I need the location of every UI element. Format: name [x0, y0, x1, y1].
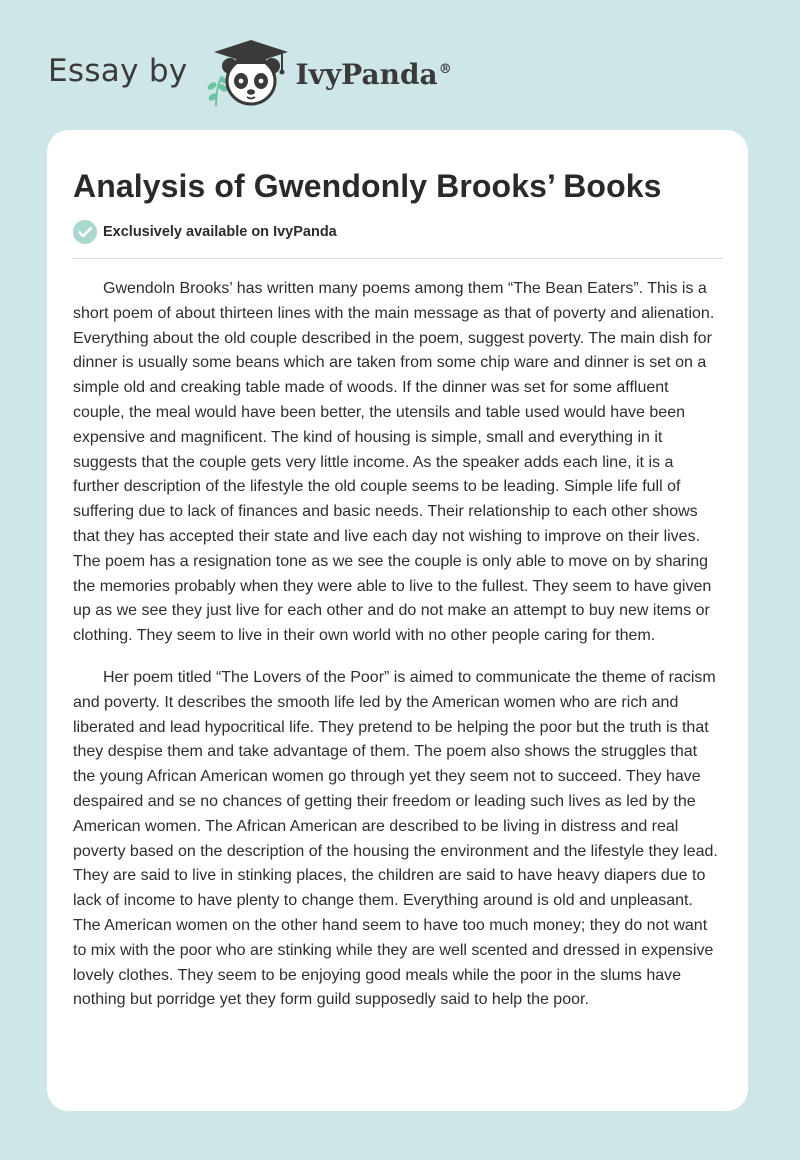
divider	[73, 258, 722, 259]
exclusive-badge-text: Exclusively available on IvyPanda	[103, 224, 337, 240]
essay-card	[47, 130, 748, 1111]
check-circle-icon	[73, 220, 97, 244]
brand-name: IvyPanda®	[295, 57, 452, 91]
brand-header[interactable]	[48, 36, 452, 110]
page-title: Analysis of Gwendonly Brooks’ Books	[73, 168, 662, 204]
exclusive-badge	[73, 220, 722, 244]
essay-paragraph: Gwendoln Brooks’ has written many poems among them “The Bean Eaters”. This is a short poem of about thirteen lines with the main message as that of poverty and alienation. Everything about the old couple described in the poem, suggest poverty. The main dish for dinner is usually some beans which are taken from some chip ware and dinner is set on a simple old and creaking table made of woods. If the dinner was set for some affluent couple, the meal would have been better, the utensils and table used would have been expensive and magnificent. The kind of housing is simple, small and everything in it suggests that the couple gets very little income. As the speaker adds each line, it is a further description of the lifestyle the old couple seems to be leading. Simple life full of suffering due to lack of finances and basic needs. Their relationship to each other shows that they has accepted their state and live each day not wishing to improve on their lives. The poem has a resignation tone as we see the couple is only able to move on by sharing the memories probably when they were able to live to the fullest. They seem to have given up as we see they just live for each other and do not make an attempt to buy new items or clothing. They seem to live in their own world with no other people caring for them.	[73, 280, 715, 645]
essay-paragraph: Her poem titled “The Lovers of the Poor” is aimed to communicate the theme of racism and poverty. It describes the smooth life led by the American women who are rich and liberated and lead hypocritical life. They pretend to be helping the poor but the truth is that they despise them and take advantage of them. The poem also shows the struggles that the young African American women go through yet they seem not to succeed. They have despaired and se no chances of getting their freedom or leading such lives as led by the American women. The African American are described to be living in distress and real poverty based on the description of the housing the environment and the lifestyle they lead. They are said to live in stinking places, the children are said to have heavy diapers due to lack of income to have plenty to change them. Everything around is old and unpleasant. The American women on the other hand seem to have too much money; they do not want to mix with the poor who are stinking while they are well scented and dressed in expensive lovely clothes. They seem to be enjoying good meals while the poor in the slums have nothing but porridge yet they form guild supposedly said to help the poor.	[73, 668, 718, 1009]
brand-prefix: Essay by	[48, 53, 188, 89]
panda-logo-icon	[202, 36, 294, 110]
essay-body	[73, 277, 722, 1013]
